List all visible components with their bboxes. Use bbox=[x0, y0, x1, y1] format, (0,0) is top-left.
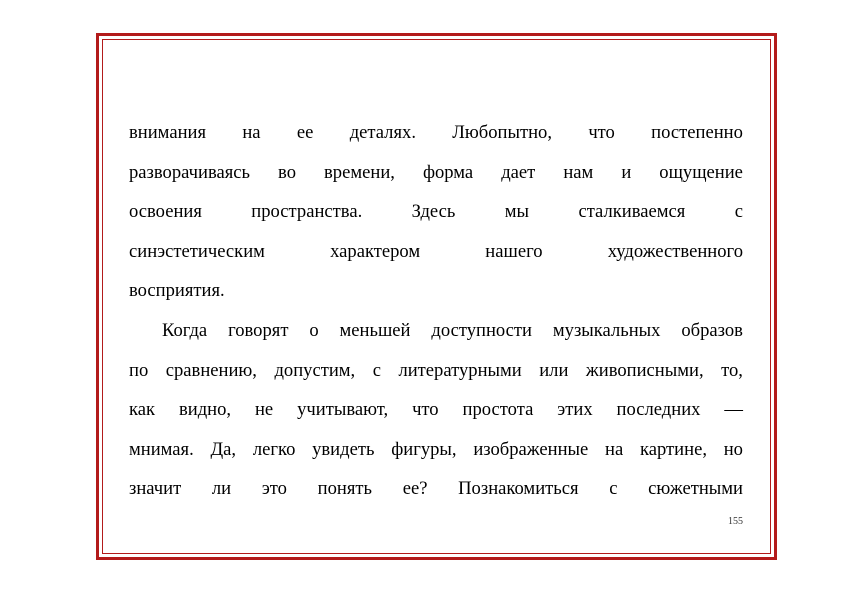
word: Здесь bbox=[411, 201, 456, 223]
word: с bbox=[609, 478, 618, 500]
word: этих bbox=[557, 399, 593, 421]
word: увидеть bbox=[312, 438, 375, 460]
word: что bbox=[588, 122, 615, 143]
word: с bbox=[372, 359, 381, 381]
word: музыкальных bbox=[552, 319, 661, 341]
word: не bbox=[254, 399, 274, 421]
word: последних bbox=[616, 399, 701, 421]
word: картине, bbox=[640, 438, 707, 460]
word: легко bbox=[252, 438, 296, 460]
word: образов bbox=[681, 319, 743, 341]
word: как bbox=[129, 399, 156, 421]
word: это bbox=[261, 478, 287, 500]
word: — bbox=[724, 399, 743, 421]
word: Познакомиться bbox=[458, 478, 579, 500]
word: видно, bbox=[178, 399, 232, 421]
word: восприятия. bbox=[129, 280, 225, 302]
text-line bbox=[129, 430, 743, 470]
word: значит bbox=[129, 478, 182, 500]
word: с bbox=[734, 201, 743, 223]
word: изображенные bbox=[473, 438, 589, 460]
word: ее bbox=[296, 122, 314, 143]
word: синэстетическим bbox=[129, 240, 265, 262]
word: фигуры, bbox=[391, 438, 457, 460]
word: времени, bbox=[324, 161, 395, 183]
text-line bbox=[129, 311, 743, 351]
word: сюжетными bbox=[648, 478, 743, 500]
text-line bbox=[129, 390, 743, 430]
text-line bbox=[129, 192, 743, 232]
word: что bbox=[412, 399, 439, 421]
word: Да, bbox=[210, 438, 237, 460]
word: живописными, bbox=[585, 359, 704, 381]
word: мы bbox=[504, 201, 530, 223]
word: Любопытно, bbox=[452, 122, 553, 143]
word: характером bbox=[330, 240, 421, 262]
word: дает bbox=[501, 161, 536, 183]
text-line bbox=[129, 153, 743, 193]
word: освоения bbox=[129, 201, 202, 223]
word: но bbox=[723, 438, 743, 460]
word: ее? bbox=[402, 478, 428, 500]
word: форма bbox=[422, 161, 474, 183]
word: сравнению, bbox=[165, 359, 257, 381]
word: то, bbox=[721, 359, 743, 381]
text-line bbox=[129, 232, 743, 272]
word: говорят bbox=[228, 319, 289, 341]
text-line bbox=[129, 351, 743, 391]
word: по bbox=[129, 359, 149, 381]
text-line bbox=[129, 113, 743, 153]
word: понять bbox=[317, 478, 373, 500]
word: учитывают, bbox=[297, 399, 389, 421]
text-line bbox=[129, 469, 743, 509]
word: деталях. bbox=[349, 122, 416, 143]
word: меньшей bbox=[339, 319, 411, 341]
word: на bbox=[605, 438, 624, 460]
word: и bbox=[621, 161, 632, 183]
word: допустим, bbox=[274, 359, 356, 381]
body-text bbox=[129, 113, 743, 509]
word: ощущение bbox=[659, 161, 743, 183]
word: на bbox=[242, 122, 261, 143]
word: или bbox=[539, 359, 569, 381]
word: пространства. bbox=[251, 201, 363, 223]
word: разворачиваясь bbox=[129, 161, 251, 183]
word: ли bbox=[211, 478, 232, 500]
word: простота bbox=[462, 399, 534, 421]
word: художественного bbox=[607, 240, 743, 262]
word: мнимая. bbox=[129, 438, 194, 460]
word: внимания bbox=[129, 122, 207, 143]
word: доступности bbox=[431, 319, 533, 341]
text-line bbox=[129, 271, 743, 311]
word: сталкиваемся bbox=[578, 201, 686, 223]
word: литературными bbox=[398, 359, 522, 381]
word: во bbox=[278, 161, 296, 183]
word: Когда bbox=[162, 319, 208, 341]
page-number: 155 bbox=[728, 516, 743, 527]
word: нашего bbox=[485, 240, 543, 262]
word: о bbox=[309, 319, 319, 341]
word: нам bbox=[563, 161, 594, 183]
word: постепенно bbox=[651, 122, 743, 143]
